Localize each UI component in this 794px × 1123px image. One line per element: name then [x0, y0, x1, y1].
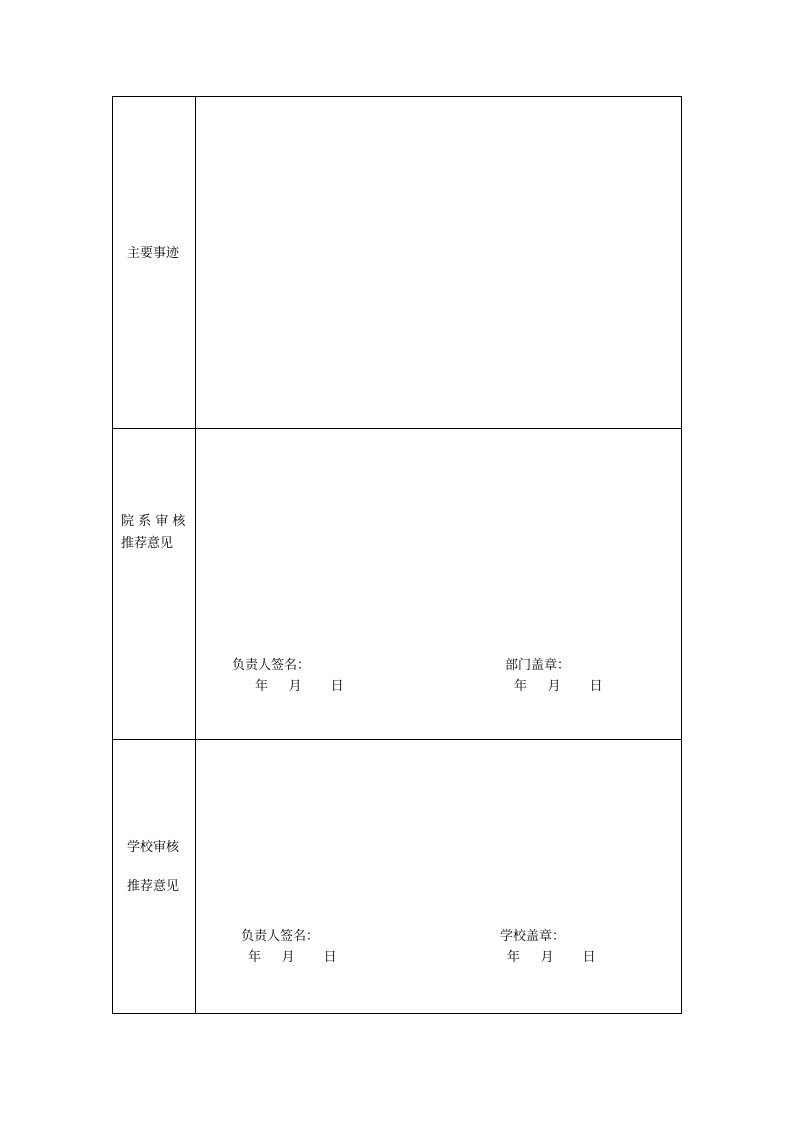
department-review-label-line1: 院 系 审 核 — [121, 514, 186, 529]
school-leader-signature-label: 负责人签名： — [241, 929, 320, 944]
department-signature-date: 年 月 日 — [255, 679, 344, 694]
department-review-content-area[interactable] — [196, 429, 681, 739]
department-stamp-date: 年 月 日 — [514, 679, 603, 694]
school-review-content-area[interactable] — [196, 740, 681, 1013]
main-achievements-label: 主要事迹 — [127, 246, 180, 261]
school-signature-date: 年 月 日 — [248, 950, 337, 965]
main-achievements-content-area[interactable] — [196, 97, 681, 428]
department-review-label-line2: 推荐意见 — [121, 536, 174, 551]
department-stamp-label: 部门盖章： — [505, 658, 571, 673]
row-school-review — [113, 740, 681, 1013]
row-department-review — [113, 429, 681, 740]
department-leader-signature-label: 负责人签名： — [232, 658, 311, 673]
label-cell-department-review — [113, 429, 196, 739]
label-cell-main-achievements — [113, 97, 196, 428]
school-stamp-label: 学校盖章： — [500, 929, 566, 944]
row-main-achievements — [113, 97, 681, 429]
label-cell-school-review — [113, 740, 196, 1013]
award-form-table — [112, 96, 682, 1014]
school-review-label-line1: 学校审核 — [127, 840, 180, 855]
school-review-label-line2: 推荐意见 — [127, 879, 180, 894]
school-stamp-date: 年 月 日 — [507, 950, 596, 965]
